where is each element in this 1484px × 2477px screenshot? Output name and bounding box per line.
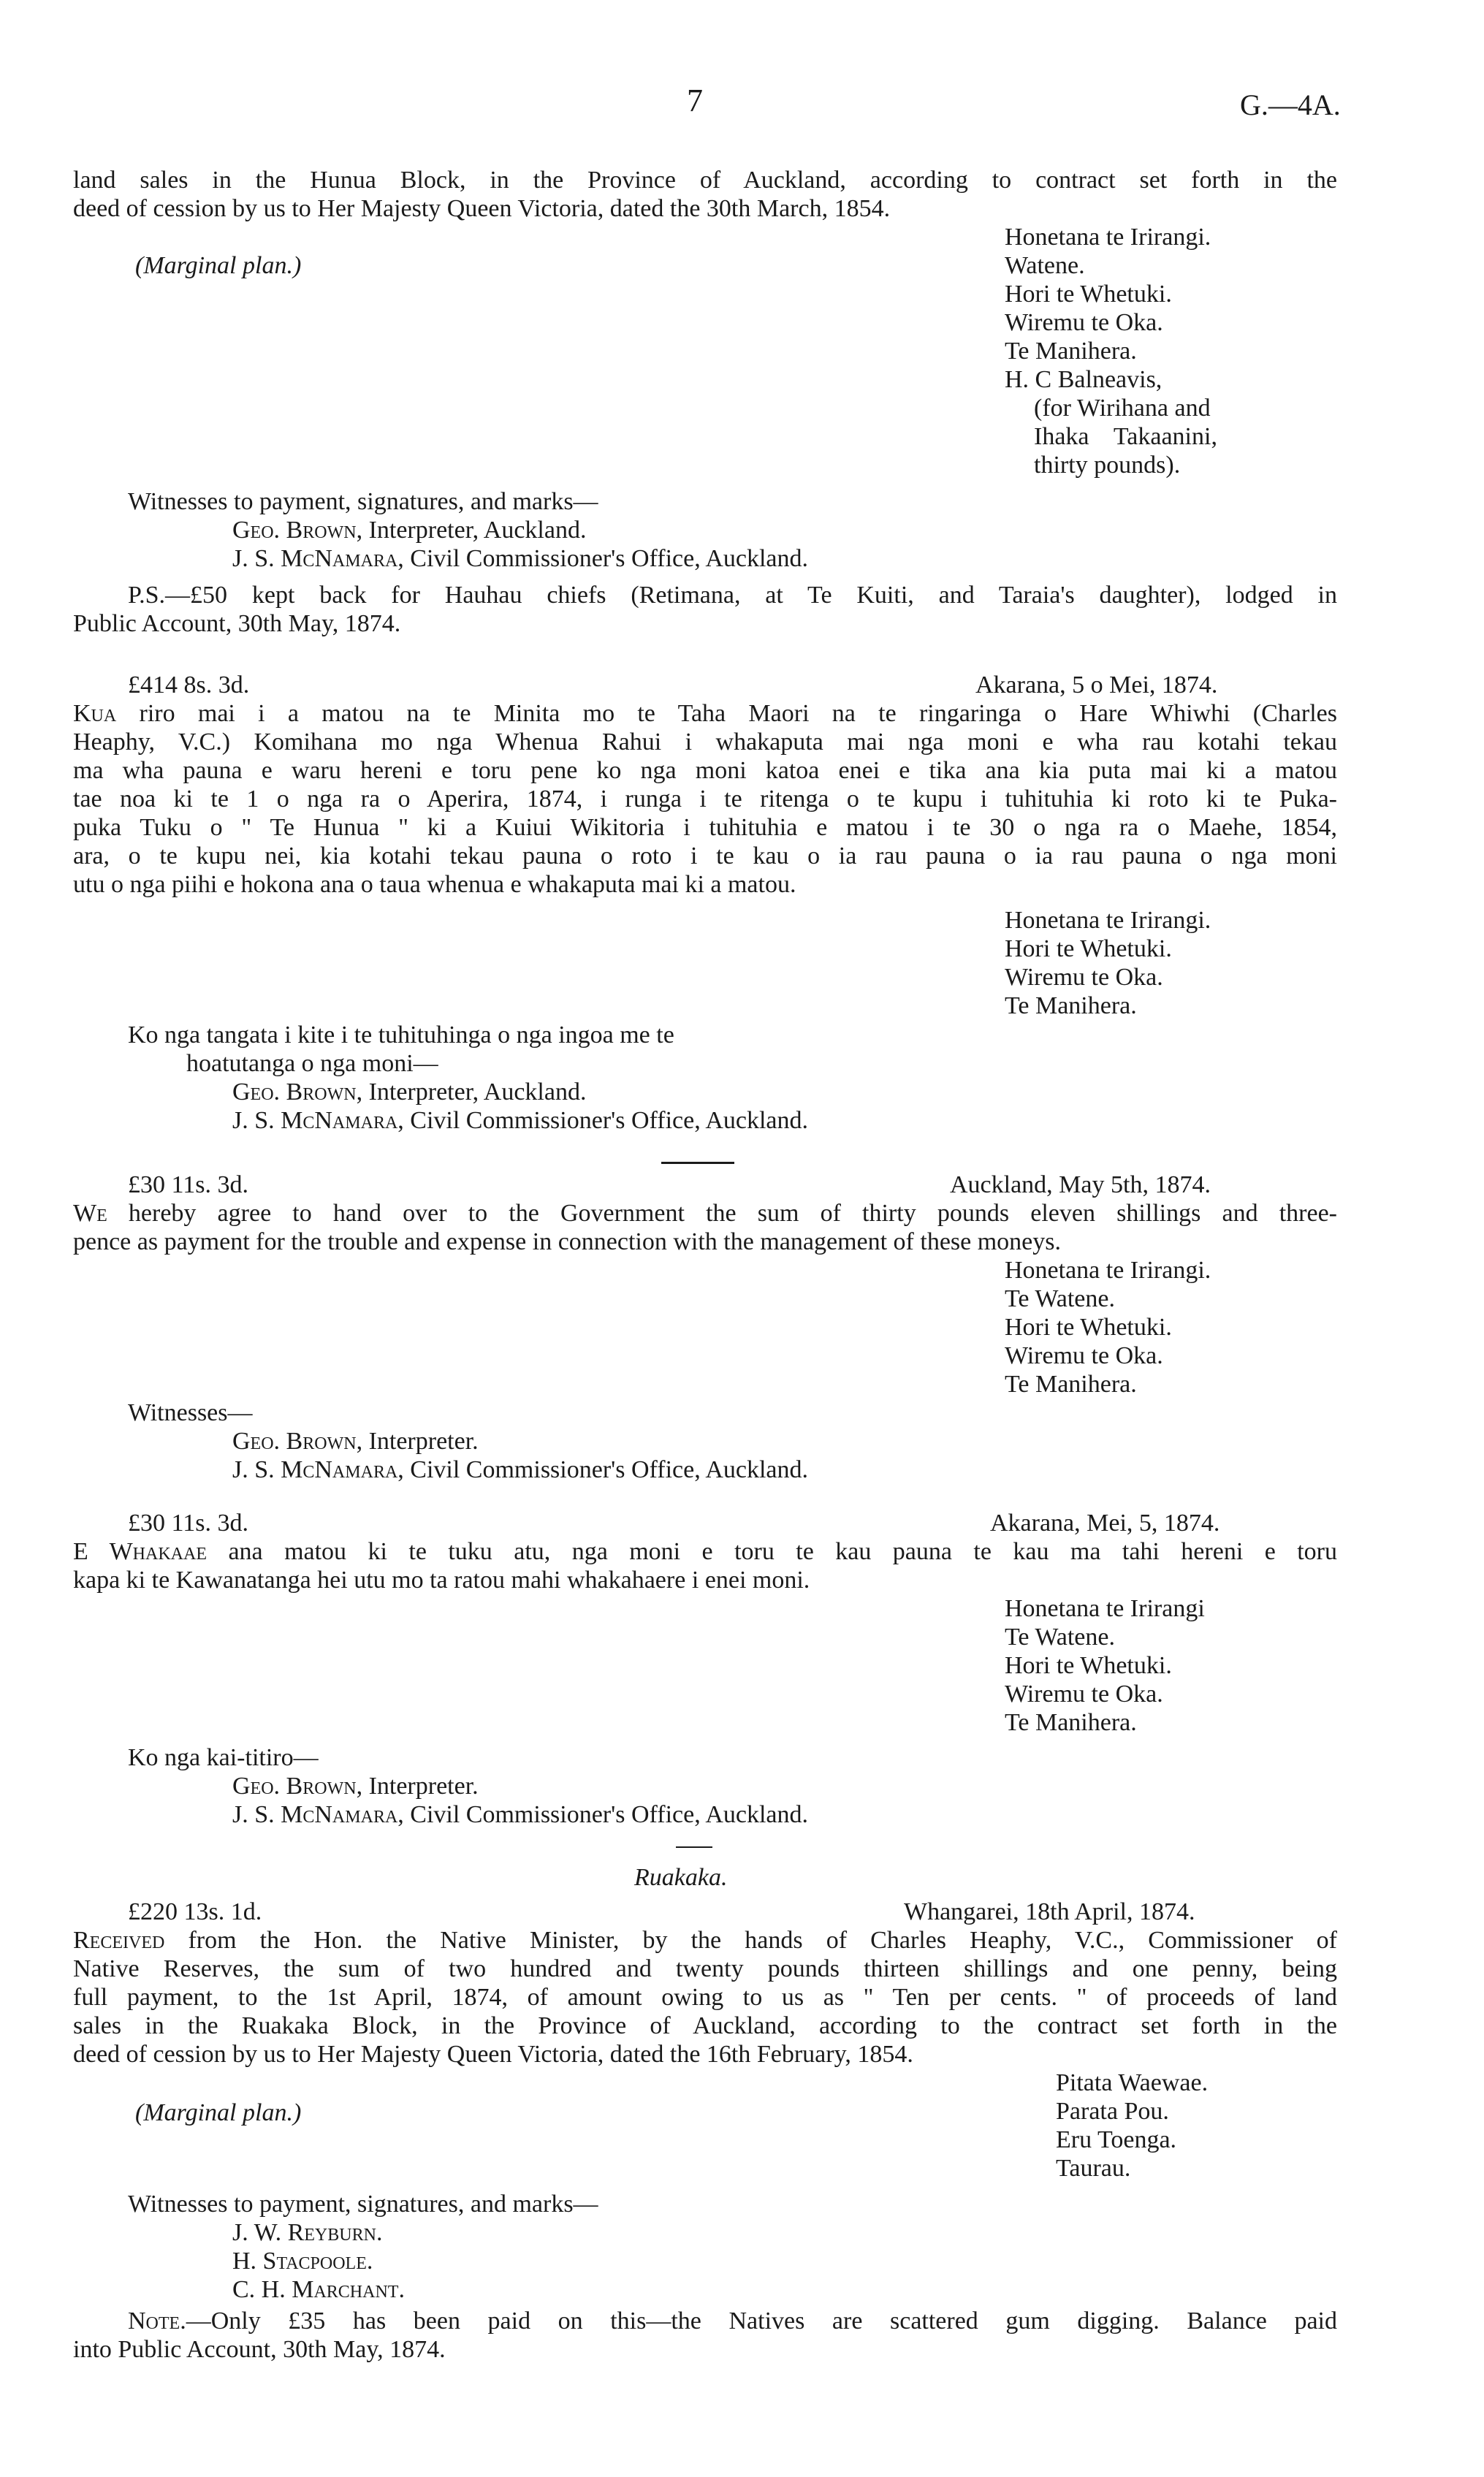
signatory: Parata Pou. — [1056, 2098, 1169, 2125]
signatory: Te Manihera. — [1005, 1371, 1137, 1398]
receipt-amount: £414 8s. 3d. — [128, 671, 250, 699]
witness-name: Geo. Brown — [232, 1773, 357, 1800]
witness-name: J. S. McNamara — [232, 1107, 398, 1134]
witness-line — [232, 2275, 405, 2304]
body-line — [73, 1199, 1337, 1228]
body-line: puka Tuku o " Te Hunua " ki a Kuiui Wikitoria i tuhituhia e matou i te 30 o nga ra o Maehe, 1854, — [73, 814, 1337, 841]
signatory: Wiremu te Oka. — [1005, 1681, 1163, 1708]
witness-name: Geo. Brown — [232, 1428, 357, 1455]
signatory: Pitata Waewae. — [1056, 2069, 1209, 2096]
witness-line — [232, 1427, 479, 1456]
witness-name: Geo. Brown — [232, 517, 357, 544]
body-line: Heaphy, V.C.) Komihana mo nga Whenua Rahui i whakaputa mai nga moni e wha rau kotahi tekau — [73, 728, 1337, 756]
section-divider — [661, 1162, 734, 1164]
marginal-plan-note: (Marginal plan.) — [135, 2099, 302, 2126]
signatory: Honetana te Irirangi. — [1005, 224, 1211, 251]
witness-heading: Witnesses to payment, signatures, and marks— — [128, 2191, 598, 2218]
postscript-line: P.S.—£50 kept back for Hauhau chiefs (Retimana, at Te Kuiti, and Taraia's daughter), lodged in — [128, 582, 1337, 609]
note-label: Note. — [128, 2307, 186, 2335]
witness-heading: hoatutanga o nga moni— — [186, 1050, 438, 1077]
body-line-rest: hereby agree to hand over to the Government the sum of thirty pounds eleven shillings and three- — [107, 1200, 1337, 1227]
receipt-amount: £30 11s. 3d. — [128, 1171, 248, 1198]
note-line: into Public Account, 30th May, 1874. — [73, 2336, 446, 2363]
witness-line — [232, 516, 586, 544]
signatory: Honetana te Irirangi. — [1005, 1257, 1211, 1284]
witness-line — [232, 2218, 382, 2247]
receipt-amount: £220 13s. 1d. — [128, 1898, 262, 1925]
body-line-rest: ana matou ki te tuku atu, nga moni e toru te kau pauna te kau ma tahi hereni e toru — [207, 1538, 1337, 1565]
witness-line — [232, 1456, 808, 1484]
signatory: Hori te Whetuki. — [1005, 1652, 1172, 1679]
marginal-plan-note: (Marginal plan.) — [135, 252, 302, 279]
signatory: H. C Balneavis, — [1005, 366, 1163, 393]
signatory: Te Watene. — [1005, 1285, 1115, 1312]
receipt-place-date: Whangarei, 18th April, 1874. — [904, 1898, 1195, 1925]
witness-line — [232, 1078, 586, 1106]
section-divider — [676, 1846, 712, 1848]
body-line-rest: riro mai i a matou na te Minita mo te Taha Maori na te ringaringa o Hare Whiwhi (Charles — [116, 700, 1337, 727]
witness-role: , Civil Commissioner's Office, Auckland. — [397, 1456, 809, 1483]
page-number: 7 — [687, 83, 703, 118]
witness-role: , Interpreter, Auckland. — [356, 517, 587, 544]
signatory-note: (for Wirihana and — [1034, 395, 1211, 422]
witness-line — [232, 2247, 373, 2275]
witness-name: J. S. McNamara — [232, 545, 398, 572]
signatory: Watene. — [1005, 252, 1085, 279]
signatory-note: thirty pounds). — [1034, 452, 1181, 479]
witness-heading: Witnesses to payment, signatures, and marks— — [128, 488, 598, 515]
witness-role: , Interpreter, Auckland. — [356, 1078, 587, 1106]
body-line: deed of cession by us to Her Majesty Queen Victoria, dated the 30th March, 1854. — [73, 195, 891, 222]
signatory: Hori te Whetuki. — [1005, 281, 1172, 308]
witness-heading: Witnesses— — [128, 1399, 253, 1426]
body-line: kapa ki te Kawanatanga hei utu mo ta ratou mahi whakahaere i enei moni. — [73, 1567, 810, 1594]
witness-line — [232, 1772, 479, 1800]
section-heading: Ruakaka. — [634, 1864, 728, 1891]
witness-name: C. H. Marchant — [232, 2276, 399, 2303]
witness-line — [232, 1800, 808, 1829]
signatory: Hori te Whetuki. — [1005, 1314, 1172, 1341]
signatory: Wiremu te Oka. — [1005, 964, 1163, 991]
note-line — [128, 2307, 1337, 2335]
witness-role: . — [376, 2219, 383, 2246]
postscript-line: Public Account, 30th May, 1874. — [73, 610, 401, 637]
body-line: ma wha pauna e waru hereni e toru pene ko nga moni katoa enei e tika ana kia puta mai ki a matou — [73, 757, 1337, 784]
witness-role: , Civil Commissioner's Office, Auckland. — [397, 1107, 809, 1134]
receipt-place-date: Akarana, Mei, 5, 1874. — [990, 1510, 1220, 1537]
receipt-place-date: Auckland, May 5th, 1874. — [950, 1171, 1211, 1198]
signatory: Honetana te Irirangi. — [1005, 907, 1211, 934]
body-line — [73, 699, 1337, 728]
lead-word: Kua — [73, 700, 117, 727]
signatory: Te Manihera. — [1005, 1709, 1137, 1736]
body-line: full payment, to the 1st April, 1874, of amount owing to us as " Ten per cents. " of proceeds of land — [73, 1984, 1337, 2011]
body-line: ara, o te kupu nei, kia kotahi tekau pauna o roto i te kau o ia rau pauna o ia rau pauna o nga moni — [73, 842, 1337, 870]
note-text: —Only £35 has been paid on this—the Natives are scattered gum digging. Balance paid — [186, 2307, 1337, 2335]
witness-role: , Interpreter. — [356, 1428, 479, 1455]
witness-name: H. Stacpoole — [232, 2248, 367, 2275]
signatory: Eru Toenga. — [1056, 2126, 1177, 2153]
witness-role: , Interpreter. — [356, 1773, 479, 1800]
witness-line — [232, 1106, 808, 1135]
witness-name: J. S. McNamara — [232, 1801, 398, 1828]
signatory: Wiremu te Oka. — [1005, 309, 1163, 336]
lead-word: Received — [73, 1927, 165, 1954]
witness-role: . — [366, 2248, 373, 2275]
witness-heading: Ko nga kai-titiro— — [128, 1744, 319, 1771]
body-line: pence as payment for the trouble and expense in connection with the management of these moneys. — [73, 1228, 1061, 1255]
receipt-place-date: Akarana, 5 o Mei, 1874. — [975, 671, 1218, 699]
body-line: Native Reserves, the sum of two hundred and twenty pounds thirteen shillings and one penny, being — [73, 1955, 1337, 1982]
body-line — [73, 1537, 1337, 1566]
body-line — [73, 1926, 1337, 1955]
witness-name: Geo. Brown — [232, 1078, 357, 1106]
witness-heading: Ko nga tangata i kite i te tuhituhinga o nga ingoa me te — [128, 1021, 674, 1049]
signatory: Te Manihera. — [1005, 992, 1137, 1019]
signatory: Taurau. — [1056, 2155, 1131, 2182]
signatory: Hori te Whetuki. — [1005, 935, 1172, 962]
receipt-amount: £30 11s. 3d. — [128, 1510, 248, 1537]
signatory: Te Watene. — [1005, 1624, 1115, 1651]
lead-word: E Whakaae — [73, 1538, 208, 1565]
signatory: Wiremu te Oka. — [1005, 1342, 1163, 1369]
document-reference: G.—4A. — [1240, 88, 1341, 121]
body-line: tae noa ki te 1 o nga ra o Aperira, 1874, i runga i te ritenga o te kupu i tuhituhia ki roto ki te Puka- — [73, 785, 1337, 813]
signatory: Honetana te Irirangi — [1005, 1595, 1205, 1622]
witness-role: , Civil Commissioner's Office, Auckland. — [397, 545, 809, 572]
body-line: land sales in the Hunua Block, in the Province of Auckland, according to contract set forth in the — [73, 167, 1337, 194]
body-line: deed of cession by us to Her Majesty Queen Victoria, dated the 16th February, 1854. — [73, 2041, 913, 2068]
witness-line — [232, 544, 808, 573]
witness-name: J. W. Reyburn — [232, 2219, 376, 2246]
witness-role: , Civil Commissioner's Office, Auckland. — [397, 1801, 809, 1828]
body-line-rest: from the Hon. the Native Minister, by the hands of Charles Heaphy, V.C., Commissioner of — [164, 1927, 1337, 1954]
witness-role: . — [398, 2276, 405, 2303]
witness-name: J. S. McNamara — [232, 1456, 398, 1483]
signatory: Te Manihera. — [1005, 338, 1137, 365]
body-line: sales in the Ruakaka Block, in the Province of Auckland, according to the contract set forth in the — [73, 2012, 1337, 2039]
signatory-note: Ihaka Takaanini, — [1034, 423, 1217, 450]
lead-word: We — [73, 1200, 107, 1227]
body-line: utu o nga piihi e hokona ana o taua whenua e whakaputa mai ki a matou. — [73, 871, 796, 898]
